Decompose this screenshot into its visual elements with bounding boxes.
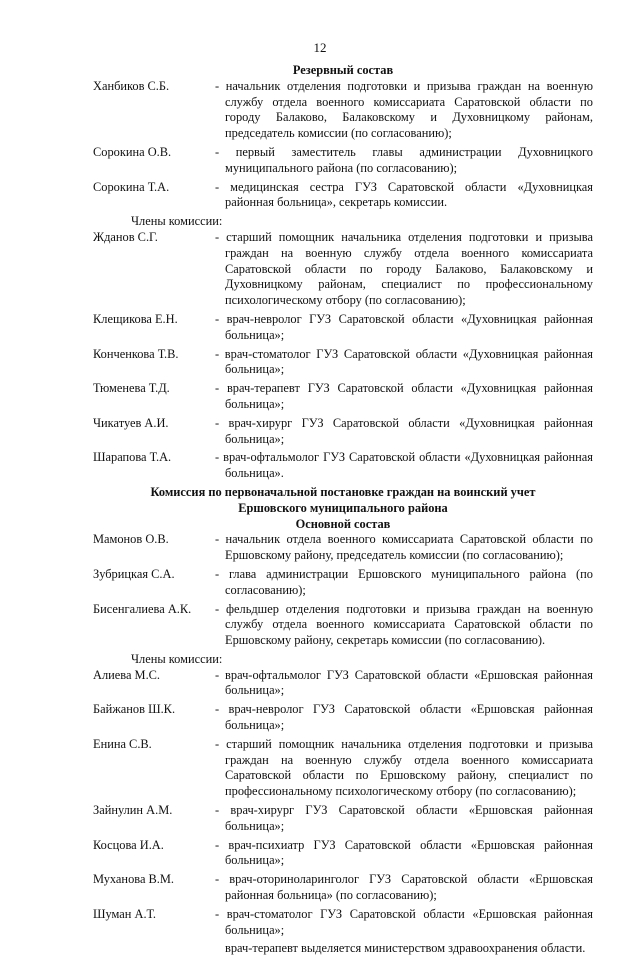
person-role: - врач-хирург ГУЗ Саратовской области «Ершовская районная больница»; [215,803,593,833]
person-role: - врач-стоматолог ГУЗ Саратовской области «Ершовская районная больница»; [215,906,593,937]
person-row [93,907,593,939]
person-name: Зайнулин А.М. [93,803,173,818]
person-name: Клещикова Е.Н. [93,311,178,326]
person-name: Сорокина О.В. [93,144,172,159]
person-row [93,416,593,448]
person-row [93,381,593,413]
person-name: Ханбиков С.Б. [93,78,170,93]
person-role: - фельдшер отделения подготовки и призыва граждан на военную службу отдела военного комиссариата Саратовской области по Ершовскому району, секретарь комиссии (по согласованию). [215,601,593,648]
person-role: - глава администрации Ершовского муниципального района (по согласованию); [215,566,593,597]
person-row [93,145,593,177]
person-role: - начальник отделения подготовки и призыва граждан на военную службу отдела военного комиссариата Саратовской области по городу Балаково, Балаковскому и Духовницкому районам, председатель комиссии (по согласованию); [215,78,593,141]
person-name: Бисенгалиева А.К. [93,601,192,616]
section2-subtitle: Основной состав [295,516,391,531]
person-role: - первый заместитель главы администрации Духовницкого муниципального района (по согласованию); [215,144,593,175]
section1-members [93,230,593,482]
person-role: - врач-психиатр ГУЗ Саратовской области «Ершовская районная больница»; [215,837,593,868]
person-row [93,450,593,482]
person-role: - врач-оториноларинголог ГУЗ Саратовской области «Ершовская районная больница» (по согласованию); [215,872,593,903]
page-number: 12 [313,40,327,55]
section1-members-label: Члены комиссии: [131,214,223,229]
person-row [93,602,593,649]
person-name: Шуман А.Т. [93,906,156,921]
person-name: Тюменева Т.Д. [93,381,170,396]
document-body [93,63,593,957]
person-row [93,668,593,700]
section1-entries [93,79,593,211]
person-row [93,79,593,142]
person-role: - медицинская сестра ГУЗ Саратовской области «Духовницкая районная больница», секретарь комиссии. [215,179,593,210]
person-name: Косцова И.А. [93,837,164,852]
person-name: Алиева М.С. [93,667,161,682]
person-role: - врач-терапевт ГУЗ Саратовской области «Духовницкая районная больница»; [215,381,593,411]
person-role: - врач-невролог ГУЗ Саратовской области «Ершовская районная больница»; [215,702,593,733]
person-name: Шарапова Т.А. [93,450,172,465]
section1-title: Резервный состав [292,63,394,77]
section2-entries [93,532,593,649]
person-name: Байжанов Ш.К. [93,702,176,717]
person-row [93,532,593,564]
person-role: - старший помощник начальника отделения подготовки и призыва граждан на военную службу отдела военного комиссариата Саратовской области по городу Балаково, Балаковскому и Духовницкому районам, специалист по профессиональному психологическому отбору (по согласованию); [215,229,593,308]
person-role: - врач-стоматолог ГУЗ Саратовской области «Духовницкая районная больница»; [215,346,593,377]
section2-title-line2: Ершовского муниципального района [238,500,448,515]
person-name: Сорокина Т.А. [93,179,170,194]
person-row [93,737,593,800]
person-role: - врач-офтальмолог ГУЗ Саратовской области «Ершовская районная больница»; [215,667,593,698]
person-row [93,838,593,870]
person-role: - врач-офтальмолог ГУЗ Саратовской области «Духовницкая районная больница». [215,450,593,481]
person-row [93,702,593,734]
person-role: - врач-хирург ГУЗ Саратовской области «Духовницкая районная больница»; [215,415,593,446]
person-name: Енина С.В. [93,736,152,751]
person-row [93,347,593,379]
person-name: Конченкова Т.В. [93,346,179,361]
person-row [93,803,593,835]
person-name: Мамонов О.В. [93,532,169,547]
person-row [93,872,593,904]
person-name: Жданов С.Г. [93,229,158,244]
person-name: Зубрицкая С.А. [93,566,175,581]
person-name: Муханова В.М. [93,872,175,887]
person-role: - врач-невролог ГУЗ Саратовской области «Духовницкая районная больница»; [215,311,593,342]
person-role: - начальник отдела военного комиссариата Саратовской области по Ершовскому району, председатель комиссии (по согласованию); [215,532,593,563]
section2-members-label: Члены комиссии: [131,651,223,666]
section2-title-line1: Комиссия по первоначальной постановке граждан на воинский учет [150,484,536,499]
person-row [93,312,593,344]
section2-members [93,668,593,939]
closing-note: врач-терапевт выделяется министерством здравоохранения области. [225,941,586,956]
person-row [93,567,593,599]
person-row [93,180,593,212]
person-name: Чикатуев А.И. [93,415,169,430]
person-role: - старший помощник начальника отделения подготовки и призыва граждан на военную службу отдела военного комиссариата Саратовской области по Ершовскому району, специалист по профессиональному психологическому отбору (по согласованию); [215,736,593,799]
person-row [93,230,593,309]
